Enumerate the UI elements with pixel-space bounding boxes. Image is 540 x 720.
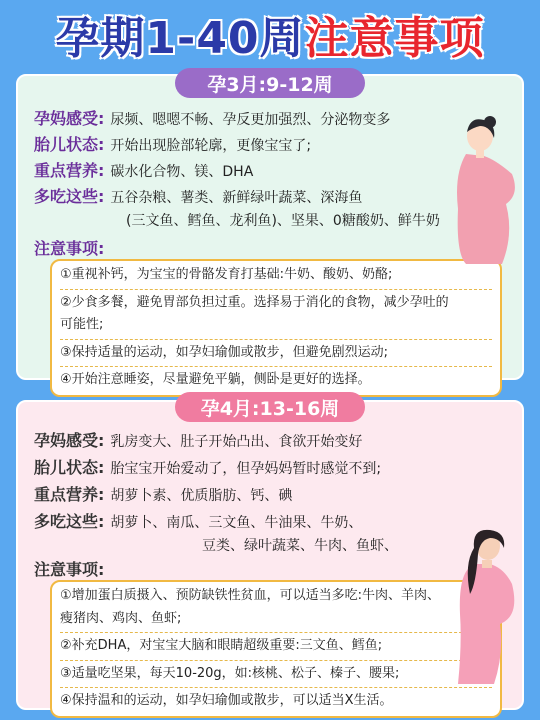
month3-row-feeling bbox=[34, 106, 390, 129]
note-item: ①重视补钙，为宝宝的骨骼发育打基础:牛奶、酸奶、奶酪; bbox=[60, 267, 393, 282]
month3-card bbox=[16, 73, 524, 387]
month3-notes-title: 注意事项: bbox=[34, 239, 105, 258]
row-text: 胎宝宝开始爱动了，但孕妈妈暂时感觉不到; bbox=[110, 461, 382, 477]
month3-row-foods bbox=[34, 184, 362, 207]
month4-card bbox=[16, 397, 524, 710]
month4-notes-box bbox=[50, 580, 502, 718]
row-label: 孕妈感受: bbox=[34, 109, 105, 128]
month4-header: 孕4月:13-16周 bbox=[175, 392, 365, 422]
month3-row-foods-cont bbox=[126, 210, 440, 230]
note-item: 可能性; bbox=[60, 317, 104, 332]
month3-row-fetus bbox=[34, 132, 311, 155]
row-text: 胡萝卜素、优质脂肪、钙、碘 bbox=[110, 488, 293, 504]
title-part1: 孕期1-40周 bbox=[55, 13, 305, 64]
page-title bbox=[0, 0, 540, 68]
row-label: 孕妈感受: bbox=[34, 431, 105, 450]
row-text: 碳水化合物、镁、DHA bbox=[110, 164, 254, 180]
row-text: 胡萝卜、南瓜、三文鱼、牛油果、牛奶、 bbox=[110, 515, 363, 531]
month3-row-nutrition bbox=[34, 158, 253, 181]
month3-notes-box bbox=[50, 259, 502, 397]
note-item: 瘦猪肉、鸡肉、鱼虾; bbox=[60, 610, 182, 626]
row-text: 开始出现脸部轮廓，更像宝宝了; bbox=[110, 138, 312, 154]
pregnant-woman-illustration bbox=[436, 114, 522, 264]
row-text: 乳房变大、肚子开始凸出、食欲开始变好 bbox=[110, 434, 363, 450]
month4-row-foods bbox=[34, 509, 362, 532]
row-label: 多吃这些: bbox=[34, 187, 105, 206]
row-label: 胎儿状态: bbox=[34, 135, 105, 154]
note-item: ②补充DHA，对宝宝大脑和眼睛超级重要:三文鱼、鳕鱼; bbox=[60, 638, 383, 653]
note-item: ③适量吃坚果，每天10-20g，如:核桃、松子、榛子、腰果; bbox=[60, 665, 400, 681]
month4-row-feeling bbox=[34, 428, 362, 451]
month4-notes-title: 注意事项: bbox=[34, 560, 105, 579]
title-part2: 注意事项 bbox=[304, 13, 485, 64]
note-item: ①增加蛋白质摄入、预防缺铁性贫血，可以适当多吃:牛肉、羊肉、 bbox=[60, 588, 441, 603]
month3-header: 孕3月:9-12周 bbox=[175, 68, 365, 98]
note-item: ④保持温和的运动，如孕妇瑜伽或散步，可以适当X生活。 bbox=[60, 693, 393, 708]
row-text: (三文鱼、鳕鱼、龙利鱼)、坚果、0糖酸奶、鲜牛奶 bbox=[126, 213, 440, 229]
row-text: 豆类、绿叶蔬菜、牛肉、鱼虾、 bbox=[202, 538, 398, 554]
row-label: 多吃这些: bbox=[34, 512, 105, 531]
row-text: 尿频、嗯嗯不畅、孕反更加强烈、分泌物变多 bbox=[110, 112, 391, 128]
pregnant-woman-illustration bbox=[454, 524, 524, 684]
month4-row-fetus bbox=[34, 455, 381, 478]
row-label: 重点营养: bbox=[34, 485, 105, 504]
note-item: ②少食多餐，避免胃部负担过重。选择易于消化的食物，减少孕吐的 bbox=[60, 294, 449, 310]
row-label: 重点营养: bbox=[34, 161, 105, 180]
row-label: 胎儿状态: bbox=[34, 458, 105, 477]
note-item: ④开始注意睡姿，尽量避免平躺，侧卧是更好的选择。 bbox=[60, 372, 371, 387]
row-text: 五谷杂粮、薯类、新鲜绿叶蔬菜、深海鱼 bbox=[110, 190, 363, 206]
month4-row-nutrition bbox=[34, 482, 292, 505]
month4-row-foods-cont bbox=[202, 535, 398, 555]
note-item: ③保持适量的运动，如孕妇瑜伽或散步，但避免剧烈运动; bbox=[60, 344, 389, 360]
